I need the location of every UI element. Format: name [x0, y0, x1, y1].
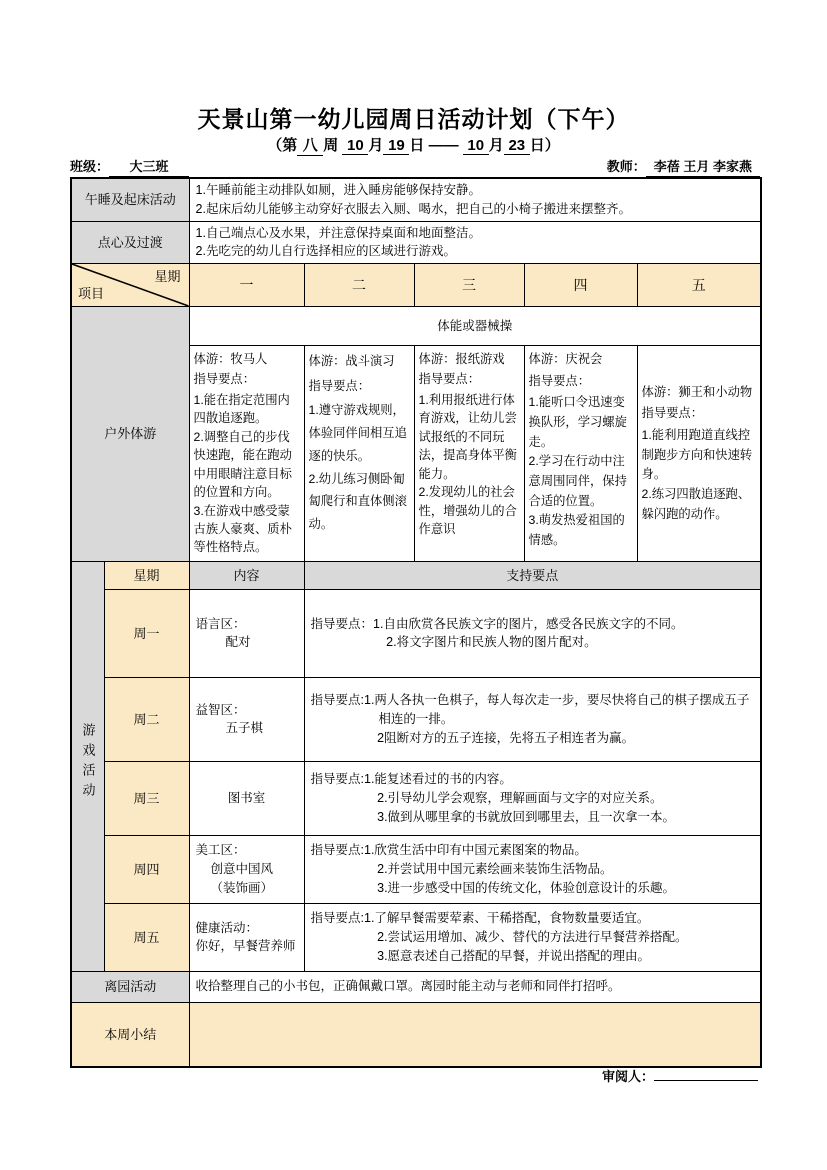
game-content-fri — [189, 903, 304, 971]
game-day-tue: 周二 — [104, 677, 189, 761]
support-lead: 指导要点: — [310, 911, 364, 926]
snack-line: 1.自己端点心及水果，并注意保持桌面和地面整洁。 — [195, 225, 481, 240]
outdoor-banner: 体能或器械操 — [189, 307, 761, 346]
snack-row-content — [189, 221, 761, 264]
outdoor-cell-thu — [524, 346, 637, 562]
start-day-blank: 19 — [383, 137, 409, 155]
outdoor-point: 1.遵守游戏规则，体验同伴间相互追逐的快乐。 — [308, 403, 407, 463]
summary-row-label: 本周小结 — [71, 1002, 189, 1067]
weekday-header-tue: 二 — [304, 264, 414, 307]
weekday-header-thu: 四 — [524, 264, 637, 307]
nap-line: 2.起床后幼儿能够主动穿好衣服去入厕、喝水，把自己的小椅子搬进来摆整齐。 — [195, 201, 631, 216]
weekday-header-mon: 一 — [189, 264, 304, 307]
content-line: 配对 — [225, 635, 251, 650]
summary-row-content — [189, 1002, 761, 1067]
support-point: 2.将文字图片和民族人物的图片配对。 — [386, 635, 597, 650]
game-header-content: 内容 — [189, 561, 304, 589]
nap-row-content — [189, 178, 761, 221]
snack-row-label: 点心及过渡 — [71, 221, 189, 264]
content-line: 五子棋 — [225, 721, 264, 736]
game-support-tue — [304, 677, 761, 761]
corner-project-label: 项目 — [78, 285, 105, 301]
outdoor-lead: 指导要点： — [193, 372, 256, 387]
outdoor-point: 3.萌发热爱祖国的情感。 — [528, 513, 625, 548]
support-point: 1.欣赏生活中印有中国元素图案的物品。 — [364, 843, 587, 858]
support-point: 1.两人各执一色棋子，每人每次走一步，要尽快将自己的棋子摆成五子相连的一排。 — [364, 693, 750, 726]
game-content-wed — [189, 761, 304, 835]
content-line: （装饰画） — [210, 880, 274, 895]
class-label: 班级： — [70, 159, 110, 174]
outdoor-point: 2.练习四散追逐跑、躲闪跑的动作。 — [641, 486, 751, 521]
outdoor-cell-mon — [189, 346, 304, 562]
outdoor-point: 3.在游戏中感受蒙古族人豪爽、质朴等性格特点。 — [193, 503, 292, 555]
page-subtitle — [0, 134, 827, 156]
start-month-blank: 10 — [342, 137, 368, 155]
week-number-blank: 八 — [297, 134, 323, 156]
game-day-thu: 周四 — [104, 835, 189, 903]
outdoor-lead: 指导要点： — [528, 373, 591, 388]
end-month-blank: 10 — [463, 137, 489, 155]
date-range-dash: —— — [428, 137, 459, 154]
outdoor-game-title: 体游：狮王和小动物 — [641, 384, 753, 399]
support-point: 2.引导幼儿学会观察，理解画面与文字的对应关系。 — [377, 790, 663, 805]
outdoor-game-title: 体游：庆祝会 — [528, 352, 603, 366]
content-line: 你好，早餐营养师 — [195, 939, 296, 954]
subtitle-text: （第 — [267, 137, 298, 154]
end-day-blank: 23 — [504, 137, 530, 155]
support-point: 1.能复述看过的书的内容。 — [364, 772, 512, 787]
outdoor-point: 2.幼儿练习侧卧匍匐爬行和直体侧滚动。 — [308, 471, 407, 532]
outdoor-game-title: 体游：报纸游戏 — [418, 352, 505, 366]
content-line: 语言区： — [195, 616, 246, 631]
content-line: 健康活动： — [195, 920, 259, 935]
support-lead: 指导要点: — [310, 693, 364, 708]
subtitle-text: 月 — [488, 137, 504, 154]
support-lead: 指导要点： — [310, 616, 374, 631]
subtitle-text: 周 — [323, 137, 339, 154]
support-point: 3.进一步感受中国的传统文化，体验创意设计的乐趣。 — [377, 880, 676, 895]
support-point: 1.了解早餐需要荤素、干稀搭配，食物数量要适宜。 — [364, 911, 650, 926]
content-line: 美工区： — [195, 843, 246, 858]
outdoor-point: 1.能在指定范围内四散追逐跑。 — [193, 392, 290, 426]
game-header-week: 星期 — [104, 561, 189, 589]
game-support-mon — [304, 589, 761, 677]
support-lead: 指导要点: — [310, 843, 364, 858]
support-point: 2.尝试运用增加、减少、替代的方法进行早餐营养搭配。 — [377, 929, 688, 944]
outdoor-lead: 指导要点： — [418, 372, 481, 387]
outdoor-point: 1.利用报纸进行体育游戏，让幼儿尝试报纸的不同玩法，提高身体平衡能力。 — [418, 392, 517, 481]
teacher-value: 李蓓 王月 李家燕 — [646, 156, 760, 177]
outdoor-point: 2.发现幼儿的社会性，增强幼儿的合作意识 — [418, 485, 517, 536]
outdoor-point: 1.能利用跑道直线控制跑步方向和快速转身。 — [641, 427, 753, 482]
page-title: 天景山第一幼儿园周日活动计划（下午） — [197, 106, 630, 132]
corner-week-label: 星期 — [154, 269, 181, 284]
meta-row — [70, 156, 760, 177]
support-point: 2阻断对方的五子连接，先将五子相连者为赢。 — [377, 730, 635, 745]
game-day-wed: 周三 — [104, 761, 189, 835]
outdoor-play-label: 户外体游 — [71, 307, 189, 562]
teacher-field — [607, 156, 760, 177]
game-support-wed — [304, 761, 761, 835]
week-project-corner-cell — [71, 264, 189, 307]
subtitle-text: 日） — [529, 137, 560, 154]
subtitle-text: 日 — [409, 137, 425, 154]
leave-row-content: 收拾整理自己的小书包，正确佩戴口罩。离园时能主动与老师和同伴打招呼。 — [189, 971, 761, 1002]
weekday-header-wed: 三 — [414, 264, 524, 307]
content-line: 图书室 — [227, 790, 266, 805]
reviewer-label: 审阅人： — [602, 1069, 655, 1084]
subtitle-text: 月 — [368, 137, 384, 154]
support-point: 1.自由欣赏各民族文字的图片，感受各民族文字的不同。 — [373, 616, 684, 631]
support-lead: 指导要点: — [310, 772, 364, 787]
content-line: 益智区： — [195, 702, 246, 717]
class-value: 大三班 — [109, 156, 189, 177]
game-day-fri: 周五 — [104, 903, 189, 971]
game-content-tue — [189, 677, 304, 761]
game-activity-label: 游戏活动 — [71, 561, 104, 971]
support-point: 3.做到从哪里拿的书就放回到哪里去，且一次拿一本。 — [377, 809, 676, 824]
content-line: 创意中国风 — [210, 861, 274, 876]
nap-line: 1.午睡前能主动排队如厕，进入睡房能够保持安静。 — [195, 183, 481, 197]
outdoor-game-title: 体游：牧马人 — [193, 352, 268, 366]
outdoor-point: 1.能听口令迅速变换队形，学习螺旋走。 — [528, 395, 627, 449]
game-support-fri — [304, 903, 761, 971]
leave-row-label: 离园活动 — [71, 971, 189, 1002]
support-point: 3.愿意表述自己搭配的早餐，并说出搭配的理由。 — [377, 948, 651, 963]
game-content-mon — [189, 589, 304, 677]
game-content-thu — [189, 835, 304, 903]
nap-row-label: 午睡及起床活动 — [71, 178, 189, 221]
class-field — [70, 156, 189, 177]
outdoor-lead: 指导要点： — [308, 378, 371, 393]
weekday-header-fri: 五 — [637, 264, 761, 307]
support-point: 2.并尝试用中国元素绘画来装饰生活物品。 — [377, 861, 613, 876]
outdoor-point: 2.学习在行动中注意周围同伴，保持合适的位置。 — [528, 454, 627, 508]
outdoor-cell-fri — [637, 346, 761, 562]
outdoor-game-title: 体游：战斗演习 — [308, 354, 395, 368]
reviewer-field — [602, 1066, 758, 1085]
outdoor-lead: 指导要点： — [641, 406, 704, 421]
outdoor-point: 2.调整自己的步伐快速跑，能在跑动中用眼睛注意目标的位置和方向。 — [193, 429, 292, 500]
activity-plan-table — [70, 177, 762, 1068]
reviewer-blank-line — [654, 1066, 758, 1081]
snack-line: 2.先吃完的幼儿自行选择相应的区域进行游戏。 — [195, 244, 456, 259]
game-day-mon: 周一 — [104, 589, 189, 677]
game-support-thu — [304, 835, 761, 903]
outdoor-cell-tue — [304, 346, 414, 562]
teacher-label: 教师： — [606, 159, 646, 174]
outdoor-cell-wed — [414, 346, 524, 562]
game-header-support: 支持要点 — [304, 561, 761, 589]
